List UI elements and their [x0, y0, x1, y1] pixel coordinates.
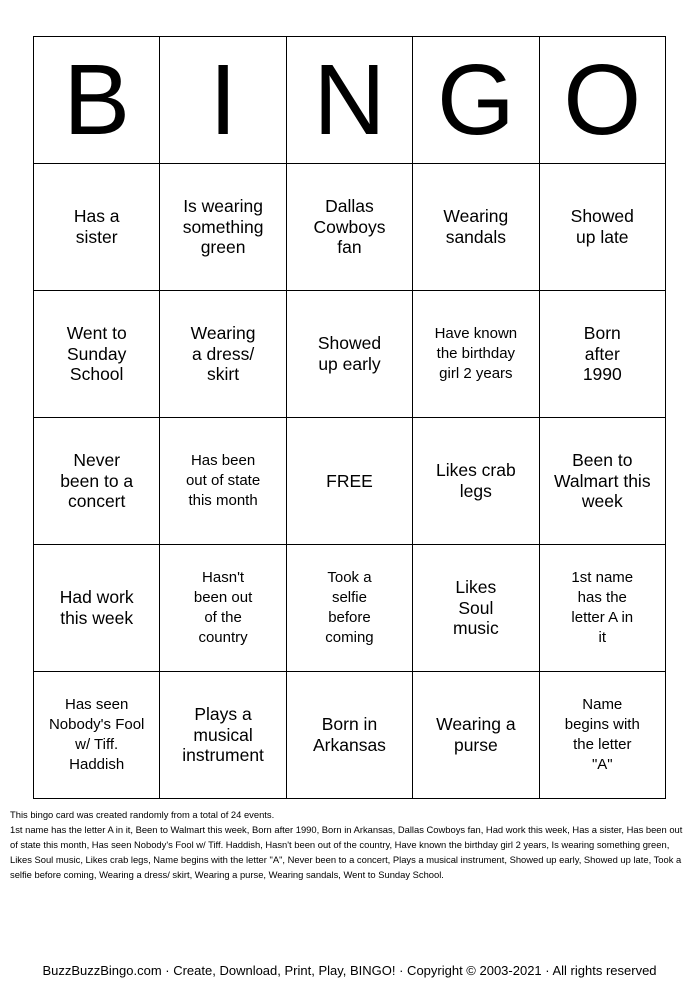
bingo-cell	[286, 545, 412, 672]
bingo-cell	[34, 291, 160, 418]
cell-text: Likes crab legs	[435, 460, 516, 501]
bingo-card	[33, 36, 666, 799]
copyright-line: BuzzBuzzBingo.com · Create, Download, Print, Play, BINGO! · Copyright © 2003-2021 · All rights reserved	[42, 963, 657, 978]
cell-text: Never been to a concert	[60, 450, 134, 512]
bingo-cell	[413, 418, 539, 545]
cell-text: Had work this week	[59, 587, 134, 628]
event-list: 1st name has the letter A in it, Been to Walmart this week, Born after 1990, Born in Arkansas, Dallas Cowboys fan, Had work this week, Has a sister, Has been out of state this month, Has seen Nobody's Fool w/ Tiff. Haddish, Hasn't been out of the country, Have known the birthday girl 2 years, Is wearing something green, Likes Soul music, Likes crab legs, Name begins with the letter "A", Never been to a concert, Plays a musical instrument, Showed up early, Showed up late, Took a selfie before coming, Wearing a dress/ skirt, Wearing a purse, Wearing sandals, Went to Sunday School.	[10, 824, 683, 880]
bingo-cell	[160, 418, 286, 545]
bingo-cell	[286, 164, 412, 291]
bingo-cell	[160, 291, 286, 418]
cell-text: Wearing a dress/ skirt	[190, 323, 256, 385]
bingo-cell	[539, 291, 665, 418]
bingo-cell	[539, 545, 665, 672]
bingo-cell	[413, 545, 539, 672]
bingo-cell	[34, 164, 160, 291]
cell-text: Likes Soul music	[453, 577, 499, 639]
bingo-cell	[413, 291, 539, 418]
bingo-cell	[286, 672, 412, 799]
cell-text: Been to Walmart this week	[553, 450, 651, 512]
header-letter-g: G	[413, 37, 539, 164]
grid-row	[34, 164, 666, 291]
cell-text: Plays a musical instrument	[182, 704, 264, 766]
bingo-cell	[413, 672, 539, 799]
grid-row	[34, 418, 666, 545]
bingo-cell	[539, 164, 665, 291]
header-row	[34, 37, 666, 164]
cell-text: Born after 1990	[582, 323, 622, 385]
cell-text: Have known the birthday girl 2 years	[434, 324, 518, 383]
cell-text: Took a selfie before coming	[325, 568, 374, 647]
bingo-cell	[413, 164, 539, 291]
cell-text: Has a sister	[73, 206, 120, 247]
header-letter-n: N	[286, 37, 412, 164]
bingo-cell	[539, 418, 665, 545]
cell-text: Went to Sunday School	[66, 323, 127, 385]
cell-text: Wearing sandals	[443, 206, 509, 247]
bingo-cell	[160, 545, 286, 672]
bingo-cell	[539, 672, 665, 799]
header-letter-b: B	[34, 37, 160, 164]
bingo-cell	[286, 291, 412, 418]
cell-text: Showed up early	[317, 333, 382, 374]
free-cell	[286, 418, 412, 545]
cell-text: Has seen Nobody's Fool w/ Tiff. Haddish	[48, 695, 145, 774]
cell-text: Is wearing something green	[182, 196, 264, 258]
bingo-cell	[34, 545, 160, 672]
bingo-cell	[34, 672, 160, 799]
cell-text: Hasn't been out of the country	[193, 568, 253, 647]
cell-text: Has been out of state this month	[185, 451, 261, 510]
cell-text: FREE	[326, 470, 373, 491]
grid-row	[34, 545, 666, 672]
bingo-cell	[160, 164, 286, 291]
grid-row	[34, 291, 666, 418]
cell-text: Wearing a purse	[436, 714, 516, 755]
cell-text: 1st name has the letter A in it	[571, 568, 634, 647]
grid-row	[34, 672, 666, 799]
card-description	[10, 807, 690, 882]
bingo-cell	[160, 672, 286, 799]
header-letter-o: O	[539, 37, 665, 164]
cell-text: Showed up late	[570, 206, 634, 247]
cell-text: Born in Arkansas	[312, 714, 386, 755]
cell-text: Dallas Cowboys fan	[313, 196, 386, 258]
event-count-note: This bingo card was created randomly from a total of 24 events.	[10, 809, 275, 820]
bingo-cell	[34, 418, 160, 545]
header-letter-i: I	[160, 37, 286, 164]
cell-text: Name begins with the letter "A"	[564, 695, 640, 774]
